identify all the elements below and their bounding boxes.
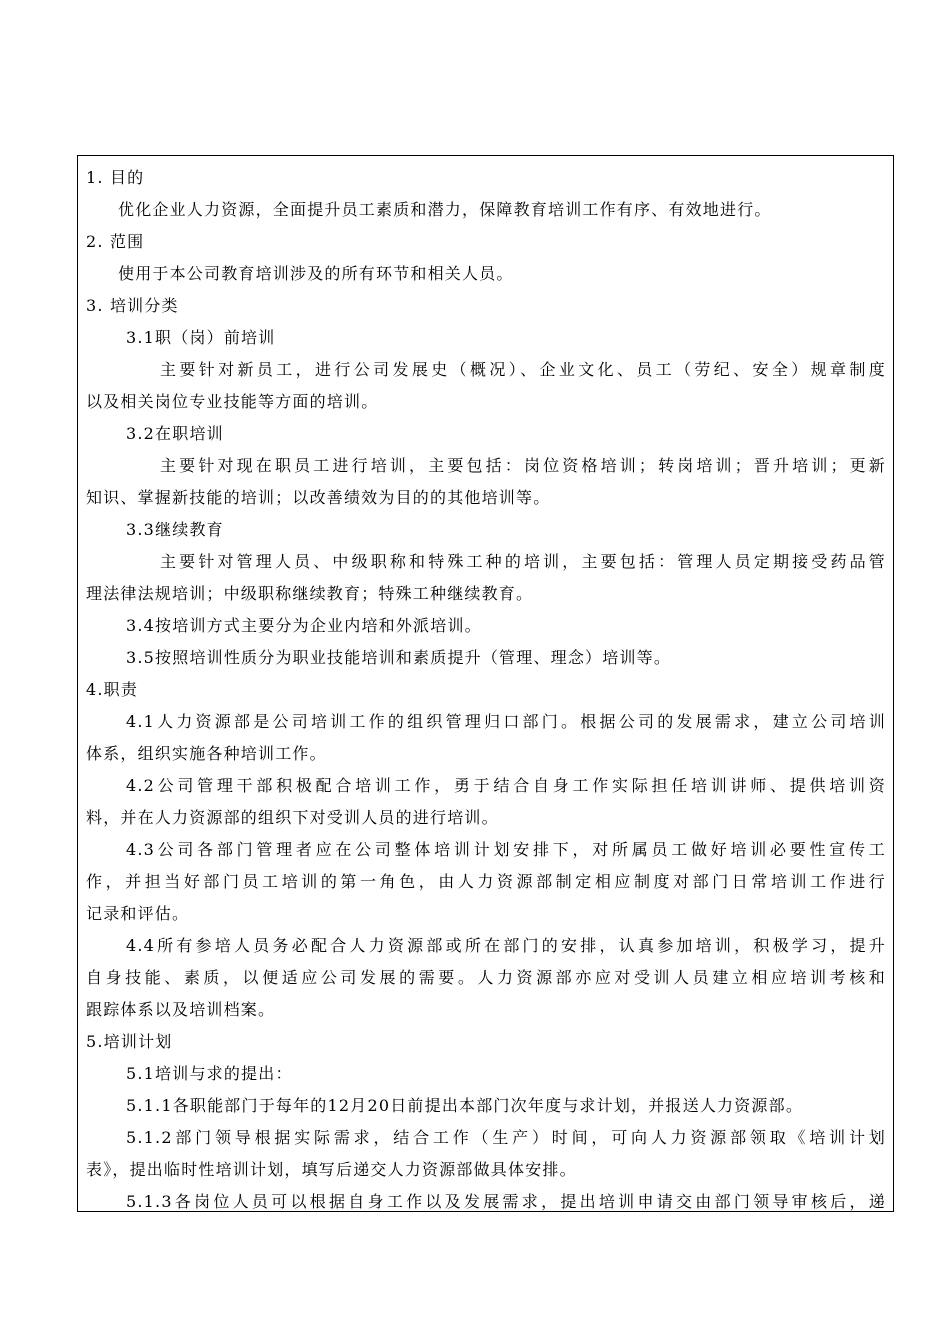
paragraph-line: 料，并在人力资源部的组织下对受训人员的进行培训。	[86, 808, 499, 827]
paragraph-line: 主要针对新员工，进行公司发展史（概况）、企业文化、员工（劳纪、安全）规章制度	[160, 360, 886, 379]
section-heading: 4.职责	[86, 680, 139, 699]
paragraph-line: 4.4所有参培人员务必配合人力资源部或所在部门的安排，认真参加培训，积极学习，提升	[126, 936, 886, 955]
paragraph-line: 5.1.1各职能部门于每年的12月20日前提出本部门次年度与求计划，并报送人力资源部。	[126, 1096, 804, 1115]
paragraph-line: 3.3继续教育	[126, 520, 224, 539]
paragraph-line: 5.1培训与求的提出：	[126, 1064, 293, 1083]
paragraph-line: 4.1人力资源部是公司培训工作的组织管理归口部门。根据公司的发展需求，建立公司培训	[126, 712, 886, 731]
paragraph-line: 3.4按培训方式主要分为企业内培和外派培训。	[126, 616, 482, 635]
paragraph-line: 知识、掌握新技能的培训；以改善绩效为目的的其他培训等。	[86, 488, 551, 507]
paragraph-line: 4.2公司管理干部积极配合培训工作，勇于结合自身工作实际担任培训讲师、提供培训资	[126, 776, 886, 795]
section-heading: 5.培训计划	[86, 1032, 173, 1051]
paragraph-line: 4.3公司各部门管理者应在公司整体培训计划安排下，对所属员工做好培训必要性宣传工	[126, 840, 886, 859]
paragraph-line: 使用于本公司教育培训涉及的所有环节和相关人员。	[118, 264, 514, 283]
paragraph-line: 3.1职（岗）前培训	[126, 328, 276, 347]
paragraph-line: 3.2在职培训	[126, 424, 224, 443]
paragraph-line: 以及相关岗位专业技能等方面的培训。	[86, 392, 379, 411]
section-heading: 2. 范围	[86, 232, 145, 251]
paragraph-line: 优化企业人力资源，全面提升员工素质和潜力，保障教育培训工作有序、有效地进行。	[118, 200, 772, 219]
paragraph-line: 作，并担当好部门员工培训的第一角色，由人力资源部制定相应制度对部门日常培训工作进行	[86, 872, 886, 891]
section-heading: 3. 培训分类	[86, 296, 179, 315]
paragraph-line: 跟踪体系以及培训档案。	[86, 1000, 276, 1019]
paragraph-line: 主要针对管理人员、中级职称和特殊工种的培训，主要包括：管理人员定期接受药品管	[160, 552, 886, 571]
paragraph-line: 5.1.3各岗位人员可以根据自身工作以及发展需求，提出培训申请交由部门领导审核后，递	[126, 1192, 886, 1211]
paragraph-line: 理法律法规培训；中级职称继续教育；特殊工种继续教育。	[86, 584, 534, 603]
paragraph-line: 自身技能、素质，以便适应公司发展的需要。人力资源部亦应对受训人员建立相应培训考核和	[86, 968, 886, 987]
paragraph-line: 主要针对现在职员工进行培训，主要包括：岗位资格培训；转岗培训；晋升培训；更新	[160, 456, 886, 475]
document-frame	[77, 155, 894, 1212]
section-heading: 1. 目的	[86, 168, 145, 187]
paragraph-line: 5.1.2部门领导根据实际需求，结合工作（生产）时间，可向人力资源部领取《培训计划	[126, 1128, 886, 1147]
paragraph-line: 记录和评估。	[86, 904, 190, 923]
paragraph-line: 3.5按照培训性质分为职业技能培训和素质提升（管理、理念）培训等。	[126, 648, 672, 667]
document-body	[86, 162, 886, 1212]
paragraph-line: 体系，组织实施各种培训工作。	[86, 744, 327, 763]
paragraph-line: 表》，提出临时性培训计划，填写后递交人力资源部做具体安排。	[86, 1160, 577, 1179]
